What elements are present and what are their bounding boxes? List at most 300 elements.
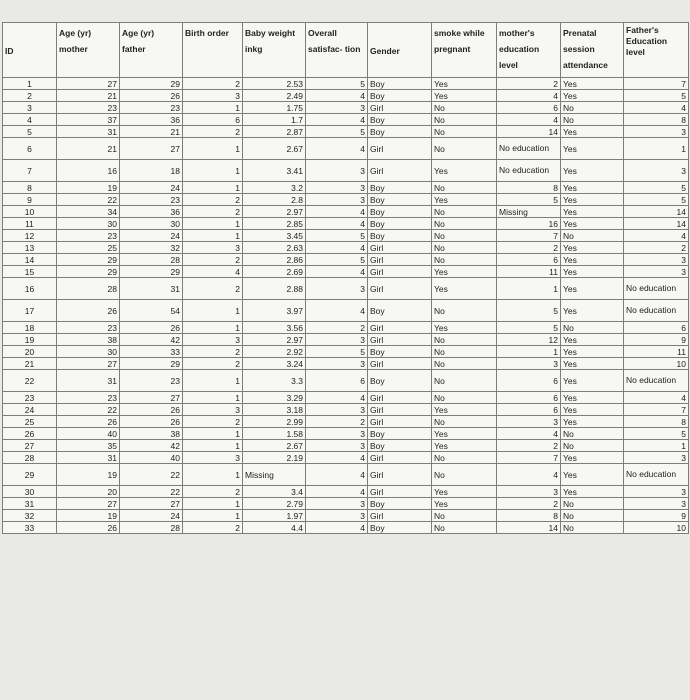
cell-age-mother: 38 — [57, 334, 120, 346]
cell-father-education: 3 — [624, 254, 689, 266]
cell-baby-weight: 2.49 — [243, 90, 306, 102]
cell-gender: Boy — [368, 230, 432, 242]
cell-birth-order: 1 — [183, 218, 243, 230]
cell-age-father: 29 — [120, 266, 183, 278]
cell-mother-education: 5 — [497, 194, 561, 206]
cell-satisfaction: 4 — [306, 522, 368, 534]
cell-mother-education: 8 — [497, 182, 561, 194]
cell-mother-education: 1 — [497, 346, 561, 358]
cell-age-father: 36 — [120, 206, 183, 218]
cell-mother-education: 8 — [497, 510, 561, 522]
cell-father-education: 11 — [624, 346, 689, 358]
cell-satisfaction: 3 — [306, 278, 368, 300]
cell-prenatal: Yes — [561, 334, 624, 346]
cell-age-mother: 34 — [57, 206, 120, 218]
cell-satisfaction: 3 — [306, 358, 368, 370]
cell-age-father: 27 — [120, 392, 183, 404]
cell-satisfaction: 2 — [306, 322, 368, 334]
cell-prenatal: Yes — [561, 278, 624, 300]
cell-satisfaction: 4 — [306, 242, 368, 254]
cell-prenatal: Yes — [561, 194, 624, 206]
cell-age-mother: 29 — [57, 266, 120, 278]
cell-smoke: Yes — [432, 428, 497, 440]
cell-id: 1 — [3, 78, 57, 90]
cell-gender: Boy — [368, 90, 432, 102]
cell-age-mother: 27 — [57, 358, 120, 370]
cell-mother-education: 14 — [497, 126, 561, 138]
cell-gender: Girl — [368, 254, 432, 266]
cell-gender: Boy — [368, 218, 432, 230]
cell-mother-education: 4 — [497, 464, 561, 486]
cell-gender: Boy — [368, 78, 432, 90]
cell-birth-order: 1 — [183, 370, 243, 392]
cell-father-education: 4 — [624, 102, 689, 114]
cell-id: 10 — [3, 206, 57, 218]
cell-id: 16 — [3, 278, 57, 300]
cell-prenatal: Yes — [561, 452, 624, 464]
cell-father-education: No education — [624, 464, 689, 486]
cell-id: 12 — [3, 230, 57, 242]
cell-smoke: No — [432, 114, 497, 126]
cell-mother-education: 3 — [497, 358, 561, 370]
cell-baby-weight: 2.87 — [243, 126, 306, 138]
cell-age-father: 42 — [120, 440, 183, 452]
cell-father-education: 3 — [624, 498, 689, 510]
cell-mother-education: 6 — [497, 254, 561, 266]
cell-gender: Boy — [368, 182, 432, 194]
cell-birth-order: 1 — [183, 498, 243, 510]
cell-satisfaction: 4 — [306, 114, 368, 126]
table-row — [3, 452, 689, 464]
table-row — [3, 440, 689, 452]
cell-age-father: 24 — [120, 510, 183, 522]
cell-age-mother: 23 — [57, 322, 120, 334]
cell-age-mother: 26 — [57, 300, 120, 322]
cell-id: 15 — [3, 266, 57, 278]
cell-prenatal: Yes — [561, 90, 624, 102]
cell-gender: Boy — [368, 300, 432, 322]
cell-mother-education: 2 — [497, 440, 561, 452]
cell-gender: Boy — [368, 126, 432, 138]
cell-father-education: 9 — [624, 510, 689, 522]
cell-gender: Boy — [368, 370, 432, 392]
cell-age-father: 27 — [120, 138, 183, 160]
cell-prenatal: Yes — [561, 358, 624, 370]
cell-satisfaction: 3 — [306, 194, 368, 206]
table-row — [3, 464, 689, 486]
cell-age-mother: 30 — [57, 218, 120, 230]
cell-age-father: 22 — [120, 486, 183, 498]
cell-age-father: 21 — [120, 126, 183, 138]
cell-baby-weight: 2.67 — [243, 138, 306, 160]
cell-father-education: 7 — [624, 78, 689, 90]
cell-age-father: 23 — [120, 102, 183, 114]
cell-smoke: No — [432, 182, 497, 194]
table-row — [3, 370, 689, 392]
cell-satisfaction: 3 — [306, 160, 368, 182]
cell-age-father: 26 — [120, 416, 183, 428]
header-mother-education: mother's education level — [497, 23, 561, 78]
cell-id: 9 — [3, 194, 57, 206]
cell-id: 11 — [3, 218, 57, 230]
cell-mother-education: 4 — [497, 114, 561, 126]
table-row — [3, 322, 689, 334]
cell-gender: Boy — [368, 194, 432, 206]
cell-father-education: 9 — [624, 334, 689, 346]
table-row — [3, 266, 689, 278]
cell-gender: Girl — [368, 510, 432, 522]
header-prenatal-attendance: Prenatal session attendance — [561, 23, 624, 78]
cell-baby-weight: 4.4 — [243, 522, 306, 534]
cell-prenatal: No — [561, 510, 624, 522]
cell-prenatal: Yes — [561, 242, 624, 254]
cell-prenatal: No — [561, 230, 624, 242]
cell-father-education: 6 — [624, 322, 689, 334]
cell-id: 14 — [3, 254, 57, 266]
cell-prenatal: No — [561, 428, 624, 440]
cell-birth-order: 2 — [183, 206, 243, 218]
cell-mother-education: 4 — [497, 428, 561, 440]
cell-father-education: 2 — [624, 242, 689, 254]
table-row — [3, 138, 689, 160]
cell-birth-order: 1 — [183, 160, 243, 182]
cell-age-father: 40 — [120, 452, 183, 464]
cell-age-father: 24 — [120, 230, 183, 242]
cell-satisfaction: 4 — [306, 138, 368, 160]
cell-baby-weight: 3.24 — [243, 358, 306, 370]
cell-age-mother: 29 — [57, 254, 120, 266]
table-row — [3, 182, 689, 194]
cell-age-father: 27 — [120, 498, 183, 510]
cell-smoke: No — [432, 464, 497, 486]
header-overall-satisfaction: Overall satisfac- tion — [306, 23, 368, 78]
cell-birth-order: 2 — [183, 346, 243, 358]
cell-birth-order: 2 — [183, 486, 243, 498]
cell-baby-weight: 2.99 — [243, 416, 306, 428]
cell-id: 4 — [3, 114, 57, 126]
table-row — [3, 90, 689, 102]
cell-gender: Girl — [368, 160, 432, 182]
table-row — [3, 254, 689, 266]
cell-id: 22 — [3, 370, 57, 392]
cell-mother-education: 2 — [497, 78, 561, 90]
cell-baby-weight: 1.75 — [243, 102, 306, 114]
cell-satisfaction: 4 — [306, 464, 368, 486]
cell-father-education: 8 — [624, 416, 689, 428]
cell-gender: Girl — [368, 464, 432, 486]
cell-mother-education: 2 — [497, 242, 561, 254]
cell-gender: Boy — [368, 522, 432, 534]
table-row — [3, 416, 689, 428]
cell-mother-education: 6 — [497, 370, 561, 392]
cell-gender: Girl — [368, 322, 432, 334]
table-row — [3, 522, 689, 534]
cell-mother-education: 7 — [497, 230, 561, 242]
cell-birth-order: 2 — [183, 278, 243, 300]
cell-baby-weight: 2.79 — [243, 498, 306, 510]
cell-baby-weight: 2.63 — [243, 242, 306, 254]
cell-smoke: No — [432, 218, 497, 230]
cell-age-father: 38 — [120, 428, 183, 440]
table-row — [3, 486, 689, 498]
cell-father-education: 3 — [624, 452, 689, 464]
cell-birth-order: 3 — [183, 90, 243, 102]
cell-age-father: 26 — [120, 404, 183, 416]
cell-birth-order: 1 — [183, 464, 243, 486]
cell-baby-weight: 3.56 — [243, 322, 306, 334]
cell-satisfaction: 4 — [306, 392, 368, 404]
cell-id: 29 — [3, 464, 57, 486]
cell-prenatal: Yes — [561, 416, 624, 428]
cell-birth-order: 1 — [183, 322, 243, 334]
cell-mother-education: 6 — [497, 392, 561, 404]
cell-smoke: No — [432, 416, 497, 428]
cell-age-mother: 20 — [57, 486, 120, 498]
cell-mother-education: 11 — [497, 266, 561, 278]
cell-age-father: 30 — [120, 218, 183, 230]
cell-smoke: Yes — [432, 266, 497, 278]
cell-birth-order: 1 — [183, 428, 243, 440]
header-father-education: Father's Education level — [624, 23, 689, 78]
cell-satisfaction: 3 — [306, 498, 368, 510]
cell-age-mother: 40 — [57, 428, 120, 440]
cell-smoke: No — [432, 452, 497, 464]
cell-age-mother: 19 — [57, 510, 120, 522]
cell-birth-order: 3 — [183, 452, 243, 464]
cell-prenatal: Yes — [561, 254, 624, 266]
cell-age-mother: 27 — [57, 498, 120, 510]
cell-father-education: 1 — [624, 440, 689, 452]
cell-birth-order: 1 — [183, 392, 243, 404]
cell-prenatal: No — [561, 114, 624, 126]
cell-birth-order: 1 — [183, 300, 243, 322]
cell-birth-order: 2 — [183, 522, 243, 534]
cell-baby-weight: 2.97 — [243, 334, 306, 346]
cell-father-education: 5 — [624, 182, 689, 194]
cell-baby-weight: 2.67 — [243, 440, 306, 452]
cell-baby-weight: 3.97 — [243, 300, 306, 322]
cell-baby-weight: 3.3 — [243, 370, 306, 392]
cell-smoke: No — [432, 510, 497, 522]
cell-age-father: 42 — [120, 334, 183, 346]
cell-smoke: No — [432, 230, 497, 242]
cell-age-father: 33 — [120, 346, 183, 358]
cell-smoke: No — [432, 138, 497, 160]
header-baby-weight: Baby weight inkg — [243, 23, 306, 78]
cell-mother-education: 4 — [497, 90, 561, 102]
header-gender: Gender — [368, 23, 432, 78]
cell-id: 28 — [3, 452, 57, 464]
cell-id: 30 — [3, 486, 57, 498]
cell-birth-order: 1 — [183, 102, 243, 114]
cell-father-education: 14 — [624, 206, 689, 218]
cell-mother-education: 6 — [497, 404, 561, 416]
cell-id: 6 — [3, 138, 57, 160]
cell-baby-weight: 1.58 — [243, 428, 306, 440]
header-row — [3, 23, 689, 78]
cell-gender: Girl — [368, 358, 432, 370]
cell-satisfaction: 3 — [306, 440, 368, 452]
cell-smoke: No — [432, 126, 497, 138]
cell-age-mother: 31 — [57, 452, 120, 464]
table-row — [3, 510, 689, 522]
cell-satisfaction: 4 — [306, 266, 368, 278]
cell-smoke: Yes — [432, 160, 497, 182]
cell-baby-weight: 3.2 — [243, 182, 306, 194]
table-row — [3, 78, 689, 90]
cell-father-education: 10 — [624, 358, 689, 370]
cell-age-father: 23 — [120, 194, 183, 206]
cell-prenatal: Yes — [561, 126, 624, 138]
cell-satisfaction: 4 — [306, 206, 368, 218]
cell-smoke: Yes — [432, 78, 497, 90]
cell-prenatal: Yes — [561, 182, 624, 194]
cell-prenatal: No — [561, 522, 624, 534]
cell-gender: Girl — [368, 266, 432, 278]
table-row — [3, 206, 689, 218]
cell-age-mother: 19 — [57, 464, 120, 486]
cell-satisfaction: 4 — [306, 452, 368, 464]
header-id: ID — [3, 23, 57, 78]
cell-smoke: No — [432, 254, 497, 266]
cell-age-mother: 23 — [57, 392, 120, 404]
cell-prenatal: Yes — [561, 370, 624, 392]
cell-smoke: Yes — [432, 278, 497, 300]
cell-satisfaction: 6 — [306, 370, 368, 392]
header-age-father: Age (yr) father — [120, 23, 183, 78]
table-row — [3, 218, 689, 230]
cell-gender: Boy — [368, 498, 432, 510]
cell-age-mother: 26 — [57, 416, 120, 428]
cell-baby-weight: 1.7 — [243, 114, 306, 126]
cell-id: 18 — [3, 322, 57, 334]
cell-birth-order: 2 — [183, 358, 243, 370]
table-row — [3, 114, 689, 126]
cell-age-father: 32 — [120, 242, 183, 254]
cell-smoke: Yes — [432, 440, 497, 452]
cell-gender: Boy — [368, 428, 432, 440]
cell-father-education: 7 — [624, 404, 689, 416]
cell-age-mother: 31 — [57, 370, 120, 392]
cell-smoke: No — [432, 346, 497, 358]
cell-birth-order: 1 — [183, 440, 243, 452]
cell-prenatal: Yes — [561, 160, 624, 182]
cell-id: 21 — [3, 358, 57, 370]
cell-id: 23 — [3, 392, 57, 404]
cell-smoke: Yes — [432, 498, 497, 510]
cell-father-education: 3 — [624, 126, 689, 138]
cell-baby-weight: 1.97 — [243, 510, 306, 522]
cell-satisfaction: 3 — [306, 510, 368, 522]
cell-age-father: 22 — [120, 464, 183, 486]
cell-id: 25 — [3, 416, 57, 428]
cell-smoke: Yes — [432, 404, 497, 416]
cell-father-education: 5 — [624, 90, 689, 102]
cell-baby-weight: 2.86 — [243, 254, 306, 266]
cell-age-mother: 21 — [57, 138, 120, 160]
cell-mother-education: 5 — [497, 300, 561, 322]
cell-id: 2 — [3, 90, 57, 102]
cell-baby-weight: 2.85 — [243, 218, 306, 230]
header-age-mother: Age (yr) mother — [57, 23, 120, 78]
cell-smoke: No — [432, 242, 497, 254]
cell-father-education: 1 — [624, 138, 689, 160]
cell-baby-weight: 2.19 — [243, 452, 306, 464]
cell-prenatal: No — [561, 440, 624, 452]
data-table — [2, 22, 689, 534]
cell-prenatal: No — [561, 102, 624, 114]
table-body — [3, 78, 689, 534]
cell-baby-weight: 2.97 — [243, 206, 306, 218]
cell-birth-order: 3 — [183, 404, 243, 416]
cell-birth-order: 6 — [183, 114, 243, 126]
cell-age-mother: 23 — [57, 230, 120, 242]
cell-smoke: Yes — [432, 194, 497, 206]
cell-id: 26 — [3, 428, 57, 440]
cell-father-education: 3 — [624, 486, 689, 498]
cell-birth-order: 3 — [183, 334, 243, 346]
cell-id: 19 — [3, 334, 57, 346]
cell-prenatal: Yes — [561, 486, 624, 498]
cell-birth-order: 2 — [183, 254, 243, 266]
cell-satisfaction: 3 — [306, 182, 368, 194]
cell-gender: Girl — [368, 392, 432, 404]
cell-prenatal: Yes — [561, 404, 624, 416]
cell-mother-education: No education — [497, 138, 561, 160]
cell-father-education: No education — [624, 300, 689, 322]
cell-smoke: No — [432, 358, 497, 370]
cell-birth-order: 1 — [183, 138, 243, 160]
cell-birth-order: 3 — [183, 242, 243, 254]
cell-age-father: 54 — [120, 300, 183, 322]
cell-satisfaction: 5 — [306, 78, 368, 90]
cell-age-father: 18 — [120, 160, 183, 182]
cell-age-father: 28 — [120, 254, 183, 266]
cell-gender: Boy — [368, 440, 432, 452]
cell-age-mother: 37 — [57, 114, 120, 126]
cell-age-mother: 16 — [57, 160, 120, 182]
cell-smoke: No — [432, 392, 497, 404]
cell-age-mother: 30 — [57, 346, 120, 358]
cell-satisfaction: 4 — [306, 300, 368, 322]
header-smoke-while-pregnant: smoke while pregnant — [432, 23, 497, 78]
cell-age-father: 31 — [120, 278, 183, 300]
cell-id: 5 — [3, 126, 57, 138]
cell-gender: Boy — [368, 114, 432, 126]
cell-id: 3 — [3, 102, 57, 114]
cell-prenatal: Yes — [561, 266, 624, 278]
cell-id: 20 — [3, 346, 57, 358]
cell-id: 17 — [3, 300, 57, 322]
cell-id: 7 — [3, 160, 57, 182]
cell-age-mother: 26 — [57, 522, 120, 534]
cell-baby-weight: Missing — [243, 464, 306, 486]
cell-birth-order: 2 — [183, 416, 243, 428]
cell-smoke: No — [432, 370, 497, 392]
cell-gender: Boy — [368, 206, 432, 218]
table-row — [3, 102, 689, 114]
cell-baby-weight: 2.88 — [243, 278, 306, 300]
cell-age-father: 29 — [120, 358, 183, 370]
cell-id: 32 — [3, 510, 57, 522]
table-row — [3, 334, 689, 346]
table-row — [3, 346, 689, 358]
cell-mother-education: 1 — [497, 278, 561, 300]
cell-prenatal: Yes — [561, 78, 624, 90]
cell-age-father: 26 — [120, 322, 183, 334]
cell-father-education: 5 — [624, 194, 689, 206]
cell-age-father: 26 — [120, 90, 183, 102]
